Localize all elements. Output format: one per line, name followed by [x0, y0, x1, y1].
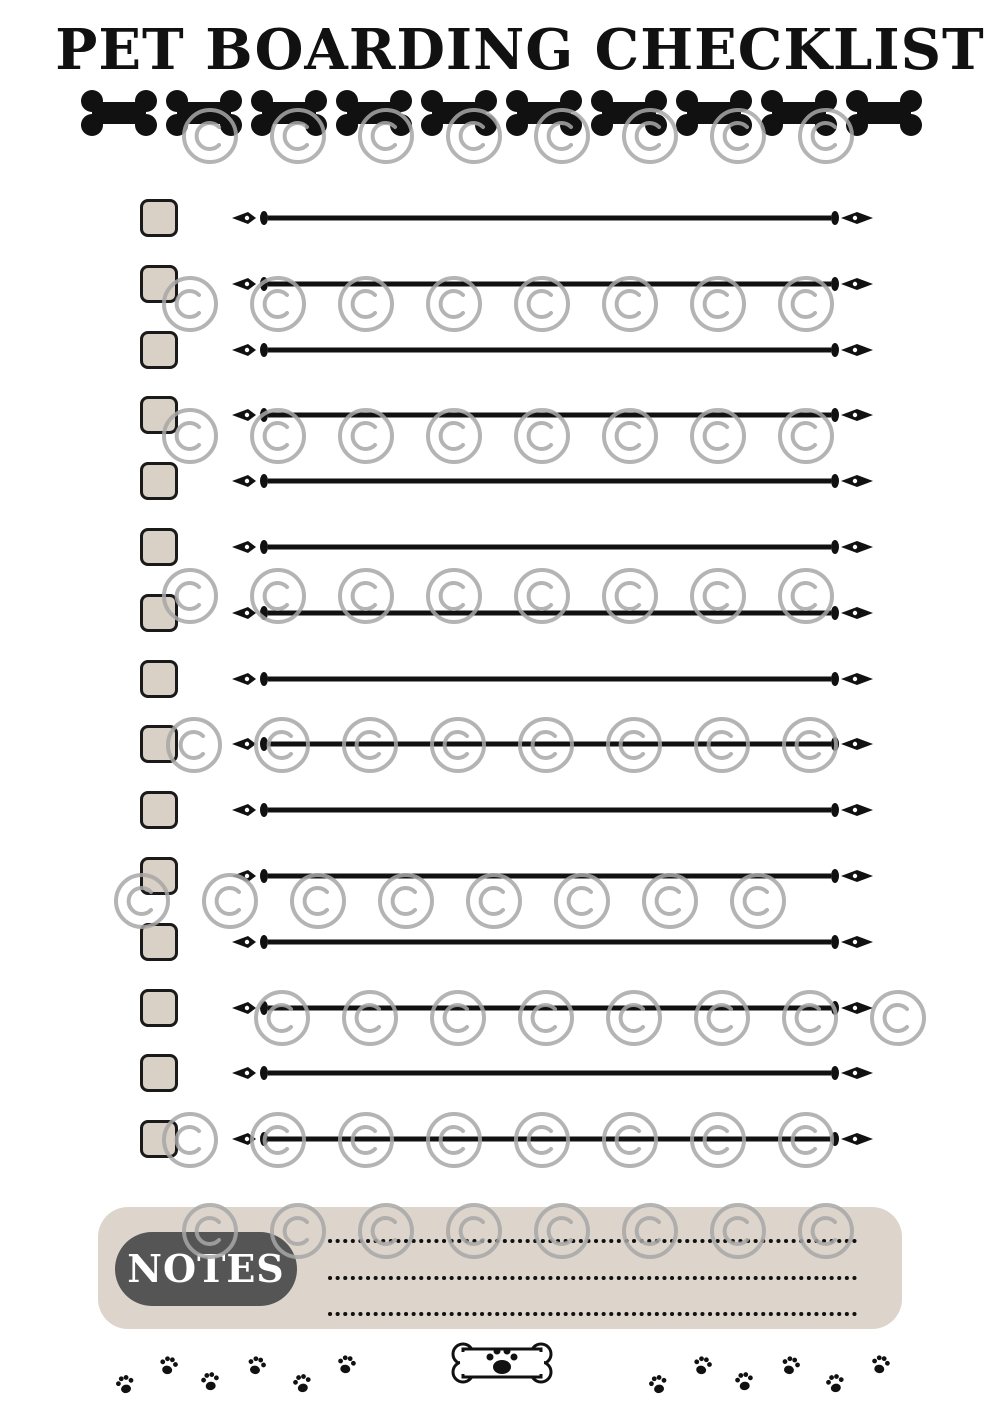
checklist-row [0, 329, 1005, 373]
checklist-row [0, 723, 1005, 767]
checklist-row [0, 394, 1005, 438]
paw-print-icon [825, 1373, 846, 1394]
writing-line[interactable] [230, 536, 875, 558]
paw-print-icon [870, 1354, 891, 1374]
writing-line[interactable] [230, 931, 875, 953]
writing-line[interactable] [230, 404, 875, 426]
writing-line[interactable] [230, 1062, 875, 1084]
checklist-row [0, 1118, 1005, 1162]
paw-print-icon [292, 1373, 313, 1394]
checkbox[interactable] [140, 528, 178, 566]
paw-print-icon [647, 1373, 669, 1395]
paw-print-icon [336, 1354, 357, 1374]
checklist-row [0, 855, 1005, 899]
writing-line[interactable] [230, 470, 875, 492]
paw-print-icon [734, 1371, 755, 1391]
checkbox[interactable] [140, 857, 178, 895]
paw-print-icon [158, 1355, 179, 1376]
writing-line[interactable] [230, 339, 875, 361]
paw-print-icon [246, 1355, 268, 1377]
checkbox[interactable] [140, 199, 178, 237]
page-title: PET BOARDING CHECKLIST [55, 17, 985, 83]
writing-line[interactable] [230, 997, 875, 1019]
checklist-row [0, 658, 1005, 702]
checklist-row [0, 592, 1005, 636]
checklist-row [0, 263, 1005, 307]
checkbox[interactable] [140, 331, 178, 369]
checkbox[interactable] [140, 594, 178, 632]
checklist-row [0, 987, 1005, 1031]
checkbox[interactable] [140, 989, 178, 1027]
checklist-row [0, 526, 1005, 570]
writing-line[interactable] [230, 273, 875, 295]
writing-line[interactable] [230, 1128, 875, 1150]
checkbox[interactable] [140, 725, 178, 763]
checkbox[interactable] [140, 396, 178, 434]
paw-print-icon [114, 1373, 136, 1395]
checklist-row [0, 789, 1005, 833]
checkbox[interactable] [140, 660, 178, 698]
checkbox[interactable] [140, 265, 178, 303]
checkbox[interactable] [140, 791, 178, 829]
paw-print-icon [692, 1355, 713, 1376]
notes-line[interactable] [328, 1311, 858, 1317]
writing-line[interactable] [230, 207, 875, 229]
checkbox[interactable] [140, 1054, 178, 1092]
notes-line[interactable] [328, 1238, 858, 1244]
checklist-row [0, 197, 1005, 241]
footer-decoration [0, 1340, 1005, 1421]
bone-paw-icon [453, 1344, 551, 1382]
checkbox[interactable] [140, 923, 178, 961]
writing-line[interactable] [230, 733, 875, 755]
writing-line[interactable] [230, 602, 875, 624]
checklist-row [0, 1052, 1005, 1096]
writing-line[interactable] [230, 668, 875, 690]
notes-label: NOTES [115, 1232, 297, 1306]
paw-print-icon [780, 1355, 802, 1377]
paw-print-icon [200, 1371, 221, 1391]
notes-line[interactable] [328, 1275, 858, 1281]
checklist-row [0, 460, 1005, 504]
writing-line[interactable] [230, 865, 875, 887]
checklist-row [0, 921, 1005, 965]
checkbox[interactable] [140, 462, 178, 500]
checkbox[interactable] [140, 1120, 178, 1158]
writing-line[interactable] [230, 799, 875, 821]
